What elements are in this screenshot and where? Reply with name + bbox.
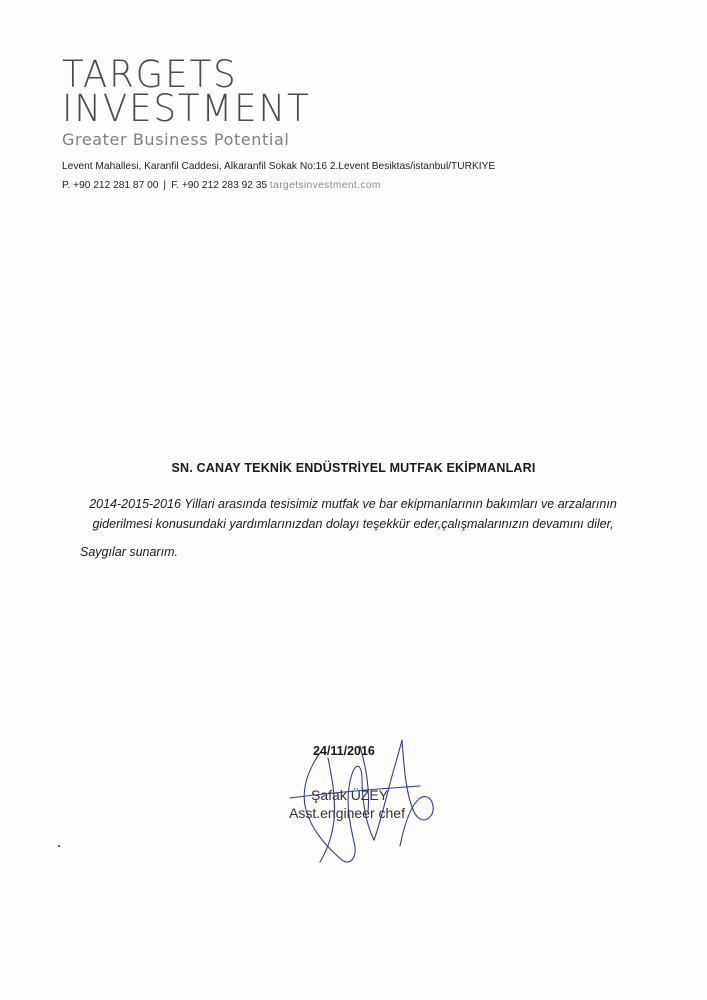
phone-number: P. +90 212 281 87 00 — [62, 180, 159, 191]
signatory-name: Şafak ÜZEY — [311, 787, 389, 803]
signature-stroke — [400, 740, 433, 846]
body-line-2: giderilmesi konusundaki yardımlarınızdan dolayı teşekkür eder,çalışmalarınızın devamını diler, — [92, 517, 614, 531]
company-name-line-2: INVESTMENT — [62, 87, 311, 130]
body-line-1: 2014-2015-2016 Yillari arasında tesisimiz mutfak ve bar ekipmanlarının bakımları ve arzalarının — [89, 497, 617, 511]
contact-line — [62, 180, 562, 191]
closing-line: Saygılar sunarım. — [80, 545, 178, 559]
company-tagline: Greater Business Potential — [62, 130, 290, 149]
website: targetsinvestment.com — [269, 180, 381, 191]
company-address: Levent Mahallesi, Karanfil Caddesi, Alkaranfil Sokak No:16 2.Levent Besiktas/istanbul/TURKIYE — [62, 161, 496, 172]
letter-body — [44, 494, 662, 534]
company-name-line-1: TARGETS — [62, 53, 238, 96]
scan-speck — [58, 845, 60, 847]
letterhead — [62, 53, 562, 191]
recipient-heading: SN. CANAY TEKNİK ENDÜSTRİYEL MUTFAK EKİPMANLARI — [171, 461, 536, 475]
fax-number: F. +90 212 283 92 35 — [171, 180, 268, 191]
contact-separator: | — [163, 180, 167, 191]
signatory-title: Asst.engineer chef — [289, 805, 405, 821]
signature-date: 24/11/2016 — [313, 744, 375, 758]
